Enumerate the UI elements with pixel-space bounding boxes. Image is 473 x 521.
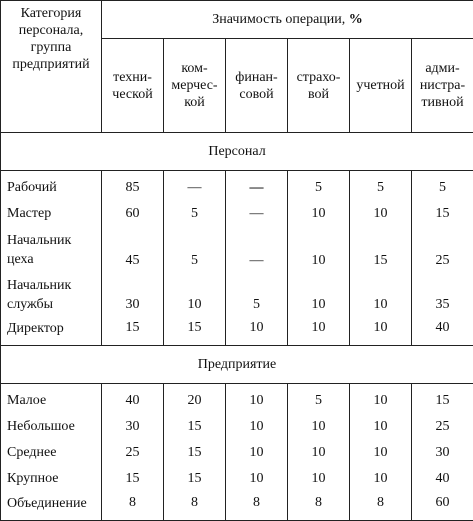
column-header-commercial [164, 39, 226, 133]
column-header-line: совой [226, 86, 287, 103]
table-cell: 15 [350, 227, 412, 273]
table-cell: 5 [412, 171, 473, 201]
table-cell: 30 [102, 273, 164, 317]
table-cell: 10 [288, 201, 350, 227]
table-cell: 60 [102, 201, 164, 227]
table-cell: 60 [412, 492, 473, 521]
category-header [1, 1, 102, 133]
table-cell: 15 [412, 384, 473, 414]
row-label [1, 227, 102, 273]
row-label: Крупное [1, 466, 102, 492]
table-cell: 25 [412, 227, 473, 273]
table-row [1, 273, 473, 317]
row-label: Объединение [1, 492, 102, 521]
table-cell: 5 [164, 227, 226, 273]
column-header-line: нистра- [412, 77, 473, 94]
table-cell: 25 [412, 414, 473, 440]
table-row [1, 317, 473, 346]
column-header-line: кой [164, 94, 225, 111]
column-header-administrative [412, 39, 473, 133]
column-header-insurance [288, 39, 350, 133]
table-cell: 8 [288, 492, 350, 521]
table-cell: 8 [164, 492, 226, 521]
row-label: Директор [1, 317, 102, 346]
table-cell: 10 [226, 440, 288, 466]
table-row [1, 201, 473, 227]
table-cell: 10 [288, 273, 350, 317]
table-cell: 30 [102, 414, 164, 440]
row-label-line: цеха [7, 250, 101, 269]
table-cell: 45 [102, 227, 164, 273]
table-cell: 10 [226, 414, 288, 440]
column-header-line: финан- [226, 69, 287, 86]
category-header-line: персонала, [1, 22, 101, 39]
table-cell: — [226, 227, 288, 273]
row-label [1, 273, 102, 317]
column-header-line: ческой [102, 86, 163, 103]
table-cell: 10 [164, 273, 226, 317]
column-header-line: учетной [350, 77, 411, 94]
table-cell: 10 [350, 440, 412, 466]
table-row [1, 440, 473, 466]
table-cell: 5 [164, 201, 226, 227]
table-cell: 8 [350, 492, 412, 521]
column-header-financial [226, 39, 288, 133]
table-row [1, 171, 473, 201]
section-title-personnel: Персонал [1, 133, 473, 171]
row-label: Малое [1, 384, 102, 414]
table-cell: 20 [164, 384, 226, 414]
table-cell: 10 [350, 466, 412, 492]
table-cell: 10 [350, 414, 412, 440]
category-header-line: группа [1, 39, 101, 56]
table-row [1, 492, 473, 521]
table-cell: — [164, 171, 226, 201]
row-label-line: Начальник [7, 276, 101, 295]
table-cell: 10 [288, 227, 350, 273]
table-cell: 15 [102, 317, 164, 346]
table-cell: 85 [102, 171, 164, 201]
column-header-accounting [350, 39, 412, 133]
table-row [1, 227, 473, 273]
table-cell: 15 [164, 414, 226, 440]
table-cell: 10 [288, 414, 350, 440]
column-header-technical [102, 39, 164, 133]
table-cell: 40 [412, 317, 473, 346]
table-cell: 8 [226, 492, 288, 521]
table-row [1, 384, 473, 414]
table-row [1, 414, 473, 440]
table-cell: 30 [412, 440, 473, 466]
row-label: Рабочий [1, 171, 102, 201]
significance-unit: % [349, 12, 363, 27]
significance-title: Значимость операции, [212, 12, 349, 27]
table-cell: — [226, 171, 288, 201]
table-cell: 40 [102, 384, 164, 414]
row-label: Небольшое [1, 414, 102, 440]
table-cell: 15 [102, 466, 164, 492]
table-cell: 10 [226, 317, 288, 346]
table-cell: 10 [350, 201, 412, 227]
table-cell: 35 [412, 273, 473, 317]
table-cell: 10 [226, 466, 288, 492]
category-header-line: предприятий [1, 56, 101, 73]
row-label-line: службы [7, 295, 101, 314]
table-cell: 10 [288, 466, 350, 492]
table-cell: 10 [350, 384, 412, 414]
category-header-line: Категория [1, 5, 101, 22]
table-cell: 10 [350, 317, 412, 346]
row-label: Среднее [1, 440, 102, 466]
table-cell: 5 [350, 171, 412, 201]
table-cell: — [226, 201, 288, 227]
row-label: Мастер [1, 201, 102, 227]
row-label-line: Начальник [7, 231, 101, 250]
table-cell: 15 [164, 466, 226, 492]
column-header-line: адми- [412, 60, 473, 77]
table-cell: 5 [226, 273, 288, 317]
table-row [1, 466, 473, 492]
column-header-line: тивной [412, 94, 473, 111]
column-header-line: страхо- [288, 69, 349, 86]
column-header-line: техни- [102, 69, 163, 86]
column-header-line: ком- [164, 60, 225, 77]
section-title-enterprise: Предприятие [1, 346, 473, 384]
table-cell: 15 [164, 317, 226, 346]
table-cell: 10 [350, 273, 412, 317]
column-header-line: мерчес- [164, 77, 225, 94]
table-cell: 10 [288, 440, 350, 466]
table-cell: 10 [226, 384, 288, 414]
table-cell: 8 [102, 492, 164, 521]
table-cell: 10 [288, 317, 350, 346]
table-cell: 40 [412, 466, 473, 492]
table-cell: 15 [164, 440, 226, 466]
table-cell: 5 [288, 384, 350, 414]
significance-header [102, 1, 473, 39]
table-cell: 5 [288, 171, 350, 201]
table-cell: 25 [102, 440, 164, 466]
table-cell: 15 [412, 201, 473, 227]
column-header-line: вой [288, 86, 349, 103]
